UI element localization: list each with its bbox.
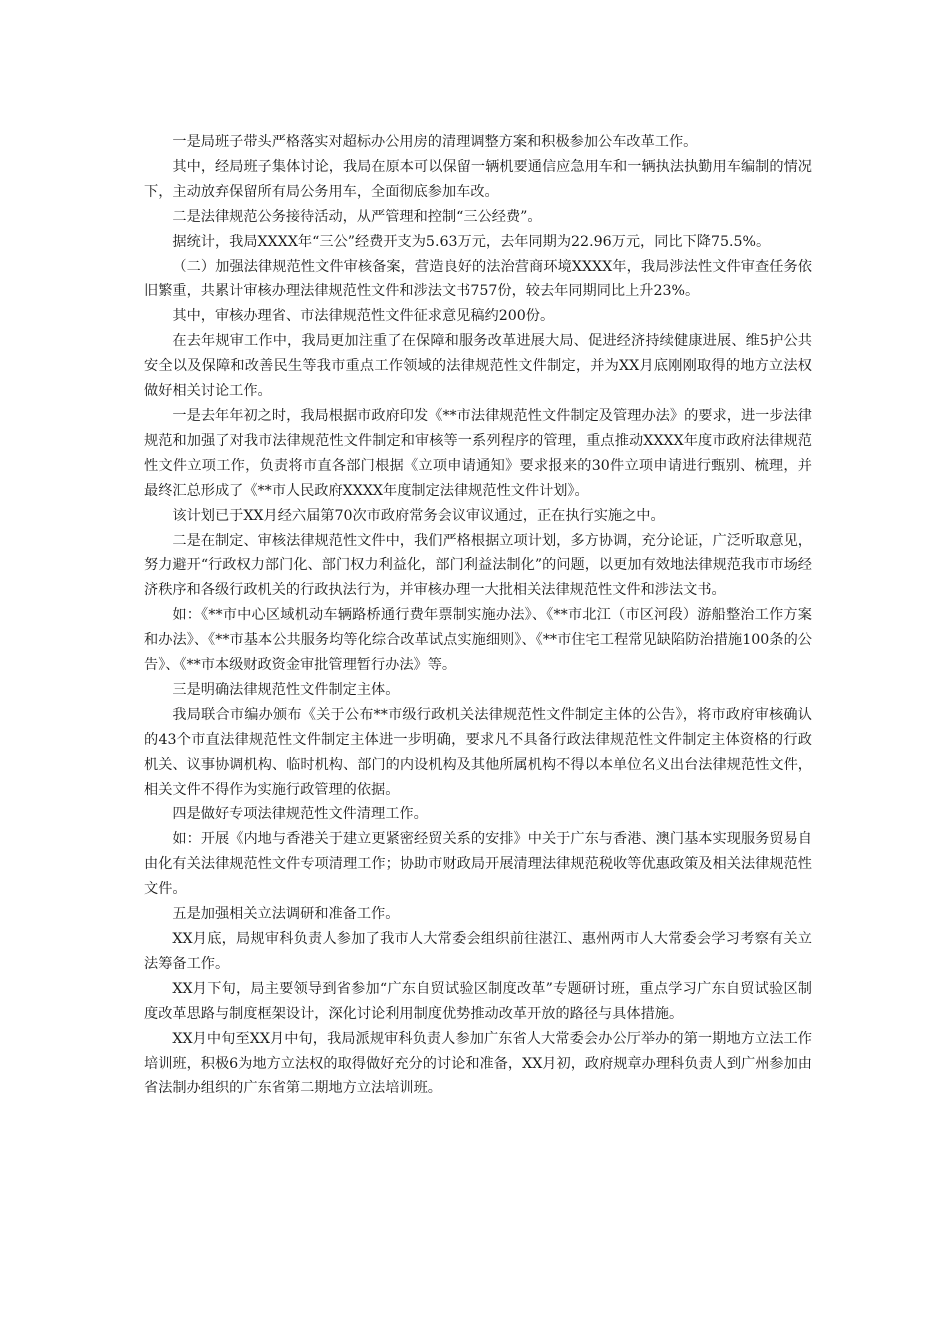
paragraph-14: 四是做好专项法律规范性文件清理工作。 xyxy=(172,806,428,823)
paragraph-13: 我局联合市编办颁布《关于公布**市级行政机关法律规范性文件制定主体的公告》，将市政府审核确认的43个市直法律规范性文件制定主体进一步明确，要求凡不具备行政法律规范性文件制定主体资格的行政机关、议事协调机构、临时机构、部门的内设机构及其他所属机构不得以本单位名义出台法律规范性文件，相关文件不得作为实施行政管理的依据。 xyxy=(144,706,812,798)
paragraph-19: XX月中旬至XX月中旬，我局派规审科负责人参加广东省人大常委会办公厅举办的第一期地方立法工作培训班，积极6为地方立法权的取得做好充分的讨论和准备，XX月初，政府规章办理科负责人到广州参加由省法制办组织的广东省第二期地方立法培训班。 xyxy=(144,1030,812,1097)
document-body xyxy=(144,130,812,1101)
paragraph-15: 如：开展《内地与香港关于建立更紧密经贸关系的安排》中关于广东与香港、澳门基本实现服务贸易自由化有关法律规范性文件专项清理工作；协助市财政局开展清理法律规范税收等优惠政策及相关法律规范性文件。 xyxy=(144,831,812,898)
paragraph-18: XX月下旬，局主要领导到省参加“广东自贸试验区制度改革”专题研讨班，重点学习广东自贸试验区制度改革思路与制度框架设计，深化讨论利用制度优势推动改革开放的路径与具体措施。 xyxy=(144,980,812,1022)
paragraph-3: 二是法律规范公务接待活动，从严管理和控制“三公经费”。 xyxy=(172,208,542,225)
paragraph-9: 该计划已于XX月经六届第70次市政府常务会议审议通过，正在执行实施之中。 xyxy=(172,507,665,524)
paragraph-16: 五是加强相关立法调研和准备工作。 xyxy=(172,906,400,923)
paragraph-1: 一是局班子带头严格落实对超标办公用房的清理调整方案和积极参加公车改革工作。 xyxy=(172,134,698,150)
paragraph-17: XX月底，局规审科负责人参加了我市人大常委会组织前往湛江、惠州两市人大常委会学习考察有关立法筹备工作。 xyxy=(144,931,812,972)
paragraph-2: 其中，经局班子集体讨论，我局在原本可以保留一辆机要通信应急用车和一辆执法执勤用车编制的情况下，主动放弃保留所有局公务用车，全面彻底参加车改。 xyxy=(144,158,812,200)
paragraph-10: 二是在制定、审核法律规范性文件中，我们严格根据立项计划，多方协调，充分论证，广泛听取意见，努力避开“行政权力部门化、部门权力利益化，部门利益法制化”的问题，以更加有效地法律规范我市市场经济秩序和各级行政机关的行政执法行为，并审核办理一大批相关法律规范性文件和涉法文书。 xyxy=(144,532,812,599)
paragraph-11: 如：《**市中心区域机动车辆路桥通行费年票制实施办法》、《**市北江（市区河段）游船整治工作方案和办法》、《**市基本公共服务均等化综合改革试点实施细则》、《**市住宅工程常见缺陷防治措施100条的公告》、《**市本级财政资金审批管理暂行办法》等。 xyxy=(144,607,812,674)
paragraph-7: 在去年规审工作中，我局更加注重了在保障和服务改革进展大局、促进经济持续健康进展、维5护公共安全以及保障和改善民生等我市重点工作领域的法律规范性文件制定，并为XX月底刚刚取得的地方立法权做好相关讨论工作。 xyxy=(144,333,812,400)
paragraph-12: 三是明确法律规范性文件制定主体。 xyxy=(172,681,400,698)
paragraph-4: 据统计，我局XXXX年“三公”经费开支为5.63万元，去年同期为22.96万元，同比下降75.5%。 xyxy=(172,233,771,250)
paragraph-5: （二）加强法律规范性文件审核备案，营造良好的法治营商环境XXXX年，我局涉法性文件审查任务依旧繁重，共累计审核办理法律规范性文件和涉法文书757份，较去年同期同比上升23%。 xyxy=(144,258,812,300)
paragraph-6: 其中，审核办理省、市法律规范性文件征求意见稿约200份。 xyxy=(172,308,555,325)
paragraph-8: 一是去年年初之时，我局根据市政府印发《**市法律规范性文件制定及管理办法》的要求，进一步法律规范和加强了对我市法律规范性文件制定和审核等一系列程序的管理，重点推动XXXX年度市政府法律规范性文件立项工作，负责将市直各部门根据《立项申请通知》要求报来的30件立项申请进行甄别、梳理，并最终汇总形成了《**市人民政府XXXX年度制定法律规范性文件计划》。 xyxy=(144,407,812,499)
